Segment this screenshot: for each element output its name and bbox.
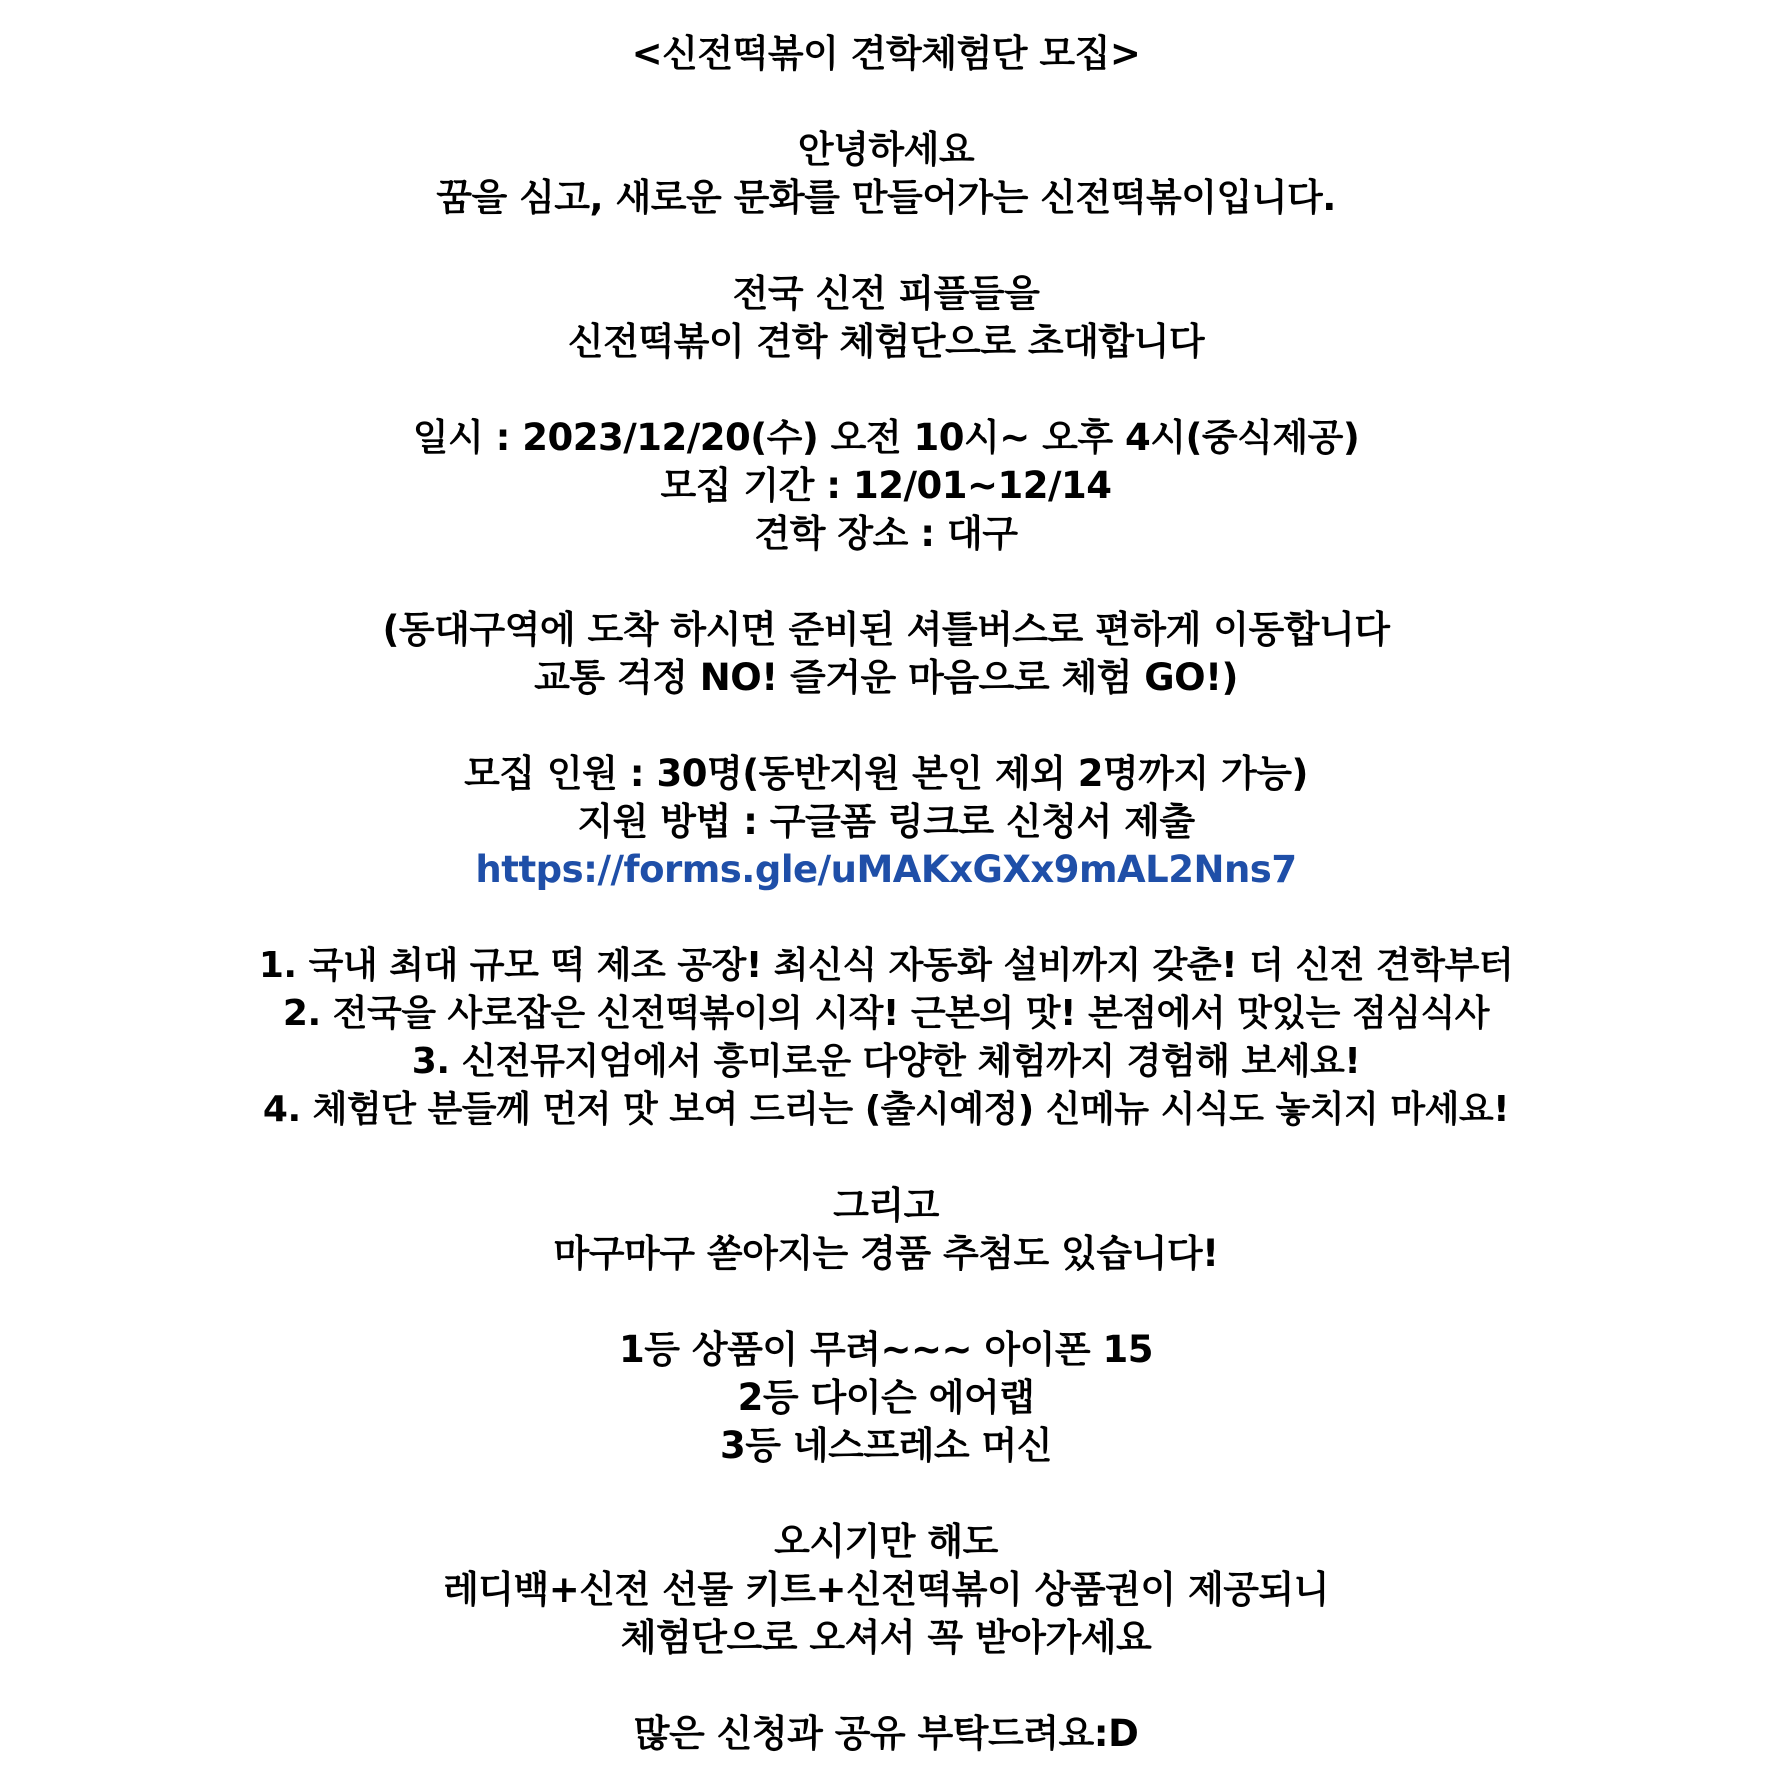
spacer	[0, 1470, 1772, 1518]
recruit-method: 지원 방법 : 구글폼 링크로 신청서 제출	[577, 800, 1195, 843]
greeting-line-2: 꿈을 심고, 새로운 문화를 만들어가는 신전떡볶이입니다.	[436, 176, 1336, 219]
spacer	[0, 1278, 1772, 1326]
gift-line-2: 레디백+신전 선물 키트+신전떡볶이 상품권이 제공되니	[443, 1568, 1329, 1611]
invite-line-2: 신전떡볶이 견학 체험단으로 초대합니다	[567, 320, 1205, 363]
prize-2: 2등 다이슨 에어랩	[737, 1376, 1035, 1419]
greeting-line-1: 안녕하세요	[797, 128, 975, 171]
prize-3: 3등 네스프레소 머신	[720, 1424, 1052, 1467]
spacer	[0, 894, 1772, 942]
schedule-period: 모집 기간 : 12/01~12/14	[660, 464, 1112, 507]
recruit-link-line	[0, 846, 1772, 894]
prize-1: 1등 상품이 무려~~~ 아이폰 15	[619, 1328, 1153, 1371]
transport-line-1: (동대구역에 도착 하시면 준비된 셔틀버스로 편하게 이동합니다	[382, 608, 1390, 651]
spacer	[0, 702, 1772, 750]
spacer	[0, 558, 1772, 606]
invite-line-1: 전국 신전 피플들을	[732, 272, 1040, 315]
program-item-3: 3. 신전뮤지엄에서 흥미로운 다양한 체험까지 경험해 보세요!	[411, 1041, 1361, 1082]
gift-line-3: 체험단으로 오셔서 꼭 받아가세요	[620, 1616, 1152, 1659]
spacer	[0, 78, 1772, 126]
recruit-count: 모집 인원 : 30명(동반지원 본인 제외 2명까지 가능)	[464, 752, 1308, 795]
spacer	[0, 1134, 1772, 1182]
google-form-link[interactable]: https://forms.gle/uMAKxGXx9mAL2Nns7	[475, 848, 1297, 891]
program-item-4: 4. 체험단 분들께 먼저 맛 보여 드리는 (출시예정) 신메뉴 시식도 놓치지 마세요!	[262, 1089, 1510, 1130]
notice-title: <신전떡볶이 견학체험단 모집>	[631, 32, 1141, 75]
gift-line-1: 오시기만 해도	[774, 1520, 998, 1563]
program-item-1: 1. 국내 최대 규모 떡 제조 공장! 최신식 자동화 설비까지 갖춘! 더 신전 견학부터	[258, 945, 1514, 986]
closing-line: 많은 신청과 공유 부탁드려요:D	[633, 1712, 1139, 1755]
schedule-date: 일시 : 2023/12/20(수) 오전 10시~ 오후 4시(중식제공)	[412, 416, 1360, 459]
spacer	[0, 1662, 1772, 1710]
transport-line-2: 교통 걱정 NO! 즐거운 마음으로 체험 GO!)	[534, 656, 1238, 699]
spacer	[0, 366, 1772, 414]
spacer	[0, 222, 1772, 270]
lottery-line-1: 그리고	[833, 1184, 939, 1227]
lottery-line-2: 마구마구 쏟아지는 경품 추첨도 있습니다!	[553, 1232, 1219, 1275]
schedule-place: 견학 장소 : 대구	[754, 512, 1018, 555]
program-item-2: 2. 전국을 사로잡은 신전떡볶이의 시작! 근본의 맛! 본점에서 맛있는 점심식사	[282, 993, 1490, 1034]
